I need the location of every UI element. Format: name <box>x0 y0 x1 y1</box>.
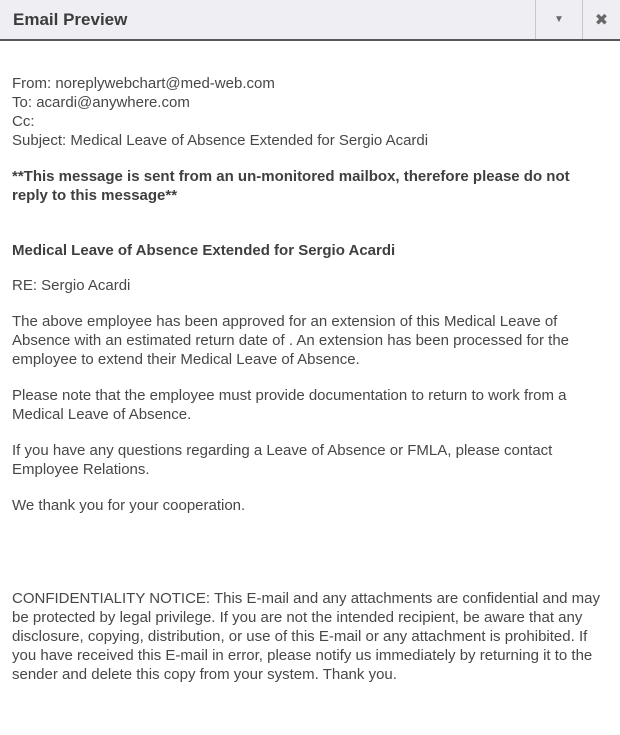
paragraph-approval: The above employee has been approved for an extension of this Medical Leave of Absence with an estimated return date of . An extension has been processed for the employee to extend their Medical Leave of Absence. <box>12 313 570 368</box>
close-icon: ✖ <box>594 11 609 29</box>
dialog-titlebar <box>0 0 620 41</box>
email-body-heading: Medical Leave of Absence Extended for Sergio Acardi <box>12 242 396 259</box>
close-button[interactable] <box>582 0 620 39</box>
header-from-value: noreplywebchart@med-web.com <box>55 75 275 92</box>
header-subject <box>12 131 608 150</box>
email-preview-content <box>0 41 620 704</box>
paragraph-questions: If you have any questions regarding a Leave of Absence or FMLA, please contact Employee Relations. <box>12 442 553 478</box>
header-to-value: acardi@anywhere.com <box>36 94 190 111</box>
header-subject-value: Medical Leave of Absence Extended for Sergio Acardi <box>70 132 429 149</box>
unmonitored-mailbox-warning: **This message is sent from an un-monitored mailbox, therefore please do not reply to this message** <box>12 168 570 204</box>
email-headers <box>12 74 608 150</box>
collapse-button[interactable] <box>535 0 582 39</box>
re-line: RE: Sergio Acardi <box>12 277 131 294</box>
header-from <box>12 74 608 93</box>
header-to-label: To: <box>12 94 33 111</box>
chevron-down-icon: ▼ <box>554 14 564 25</box>
header-from-label: From: <box>12 75 52 92</box>
paragraph-documentation: Please note that the employee must provide documentation to return to work from a Medical Leave of Absence. <box>12 387 567 423</box>
header-to <box>12 93 608 112</box>
header-cc <box>12 112 608 131</box>
dialog-title: Email Preview <box>13 9 128 29</box>
paragraph-thanks: We thank you for your cooperation. <box>12 497 246 514</box>
header-cc-label: Cc: <box>12 113 35 130</box>
confidentiality-notice: CONFIDENTIALITY NOTICE: This E-mail and any attachments are confidential and may be protected by legal privilege. If you are not the intended recipient, be aware that any disclosure, copying, distribution, or use of this E-mail or any attachment is prohibited. If you have received this E-mail in error, please notify us immediately by returning it to the sender and delete this copy from your system. Thank you. <box>12 590 601 683</box>
header-subject-label: Subject: <box>12 132 67 149</box>
